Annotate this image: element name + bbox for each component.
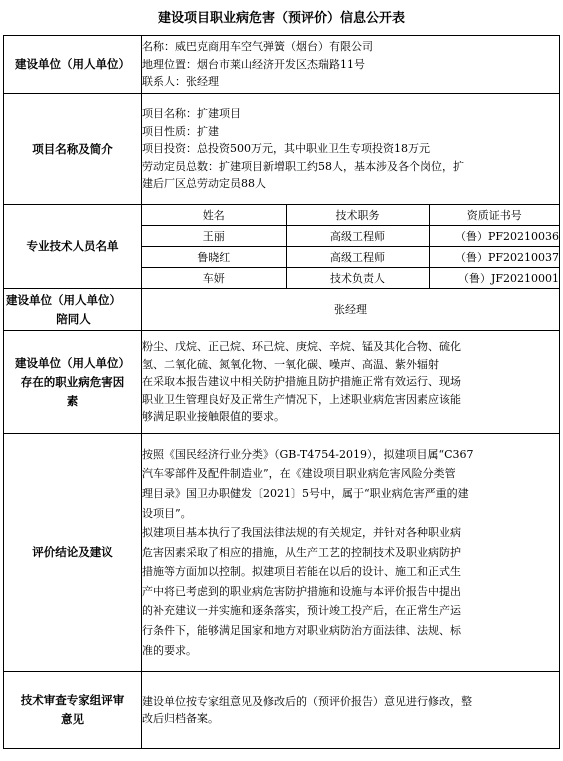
unit-label: 建设单位（用人单位） bbox=[4, 36, 142, 94]
project-nature: 项目性质：扩建 bbox=[142, 124, 219, 138]
hazards-note-line1: 在采取本报告建议中相关防护措施且防护措施正常有效运行、现场 bbox=[142, 375, 461, 389]
row-escort bbox=[4, 289, 560, 331]
staff-name: 车妍 bbox=[142, 268, 286, 289]
review-line1: 建设单位按专家组意见及修改后的（预评价报告）意见进行修改，整 bbox=[142, 694, 472, 708]
hazards-factors-line2: 氢、二氧化硫、氮氧化物、一氧化碳、噪声、高温、紫外辐射 bbox=[142, 357, 439, 371]
conclusion-content bbox=[142, 434, 560, 672]
review-content bbox=[142, 672, 560, 749]
conclusion-line: 理目录》国卫办职健发〔2021〕5号中，属于“职业病危害严重的建 bbox=[142, 486, 469, 500]
unit-name: 名称：威巴克商用车空气弹簧（烟台）有限公司 bbox=[142, 40, 373, 54]
staff-cell bbox=[142, 205, 560, 289]
staff-cert: （鲁）JF20210001 bbox=[429, 268, 560, 289]
row-review bbox=[4, 672, 560, 749]
conclusion-line: 准的要求。 bbox=[142, 643, 197, 657]
hazards-label-line2: 存在的职业病危害因 bbox=[20, 374, 125, 389]
hazards-content bbox=[142, 331, 560, 434]
escort-label bbox=[4, 289, 142, 331]
staff-table bbox=[142, 205, 560, 288]
staff-name: 鲁晓红 bbox=[142, 247, 286, 268]
hazards-note-line2: 职业卫生管理良好及正常生产情况下，上述职业病危害因素应该能 bbox=[142, 392, 461, 406]
staff-title: 高级工程师 bbox=[286, 226, 429, 247]
conclusion-line: 行条件下，能够满足国家和地方对职业病防治方面法律、法规、标 bbox=[142, 624, 461, 638]
staff-header-row bbox=[142, 205, 560, 226]
unit-address: 地理位置：烟台市莱山经济开发区杰瑞路11号 bbox=[142, 57, 365, 71]
escort-label-line2: 陪同人 bbox=[56, 311, 91, 326]
staff-header-name: 姓名 bbox=[142, 205, 286, 226]
conclusion-line: 的补充建议一并实施和逐条落实，预计竣工投产后，在正常生产运 bbox=[142, 604, 461, 618]
review-line2: 改后归档备案。 bbox=[142, 712, 219, 725]
escort-label-line1: 建设单位（用人单位） bbox=[6, 292, 121, 307]
page-title: 建设项目职业病危害（预评价）信息公开表 bbox=[157, 10, 405, 26]
staff-title: 技术负责人 bbox=[286, 268, 429, 289]
review-label-line1: 技术审查专家组评审 bbox=[20, 693, 125, 707]
project-investment: 项目投资：总投资500万元，其中职业卫生专项投资18万元 bbox=[142, 142, 430, 156]
staff-header-cert: 资质证书号 bbox=[429, 205, 560, 226]
project-label: 项目名称及简介 bbox=[4, 94, 142, 205]
project-staffing: 劳动定员总数：扩建项目新增职工约58人，基本涉及各个岗位，扩 bbox=[142, 159, 464, 173]
staff-cert: （鲁）PF20210037 bbox=[429, 247, 560, 268]
staff-cert: （鲁）PF20210036 bbox=[429, 226, 560, 247]
hazards-factors-line1: 粉尘、戊烷、正己烷、环己烷、庚烷、辛烷、锰及其化合物、硫化 bbox=[142, 340, 461, 354]
project-name: 项目名称：扩建项目 bbox=[142, 107, 241, 121]
conclusion-line: 危害因素采取了相应的措施，从生产工艺的控制技术及职业病防护 bbox=[142, 545, 461, 559]
staff-title: 高级工程师 bbox=[286, 247, 429, 268]
conclusion-line: 措施等方面加以控制。拟建项目若能在以后的设计、施工和正式生 bbox=[142, 565, 461, 579]
review-label-line2: 意见 bbox=[61, 712, 84, 726]
conclusion-line: 产中将已考虑到的职业病危害防护措施和设施与本评价报告中提出 bbox=[142, 584, 461, 598]
hazards-note-line3: 够满足职业接触限值的要求。 bbox=[142, 410, 285, 424]
review-label bbox=[4, 672, 142, 749]
unit-contact: 联系人：张经理 bbox=[142, 75, 219, 89]
conclusion-line: 汽车零部件及配件制造业”，在《建设项目职业病危害风险分类管 bbox=[142, 467, 456, 481]
row-hazards bbox=[4, 331, 560, 434]
staff-header-title: 技术职务 bbox=[286, 205, 429, 226]
conclusion-line: 拟建项目基本执行了我国法律法规的有关规定，并针对各种职业病 bbox=[142, 526, 461, 540]
hazards-label-line3: 素 bbox=[66, 393, 79, 408]
staff-label: 专业技术人员名单 bbox=[4, 205, 142, 289]
hazards-label-line1: 建设单位（用人单位） bbox=[15, 355, 130, 370]
project-staffing-cont: 建后厂区总劳动定员88人 bbox=[142, 177, 266, 191]
table-row bbox=[142, 226, 560, 247]
staff-name: 王丽 bbox=[142, 226, 286, 247]
row-conclusion bbox=[4, 434, 560, 672]
row-unit bbox=[4, 36, 560, 94]
table-row bbox=[142, 268, 560, 289]
hazards-label bbox=[4, 331, 142, 434]
disclosure-table bbox=[3, 35, 560, 749]
row-staff bbox=[4, 205, 560, 289]
row-project bbox=[4, 94, 560, 205]
table-row bbox=[142, 247, 560, 268]
conclusion-line: 设项目”。 bbox=[142, 506, 192, 520]
conclusion-line: 按照《国民经济行业分类》（GB-T4754-2019），拟建项目属“C367 bbox=[142, 447, 474, 461]
conclusion-label: 评价结论及建议 bbox=[4, 434, 142, 672]
escort-value: 张经理 bbox=[142, 289, 560, 331]
project-content bbox=[142, 94, 560, 205]
unit-content bbox=[142, 36, 560, 94]
